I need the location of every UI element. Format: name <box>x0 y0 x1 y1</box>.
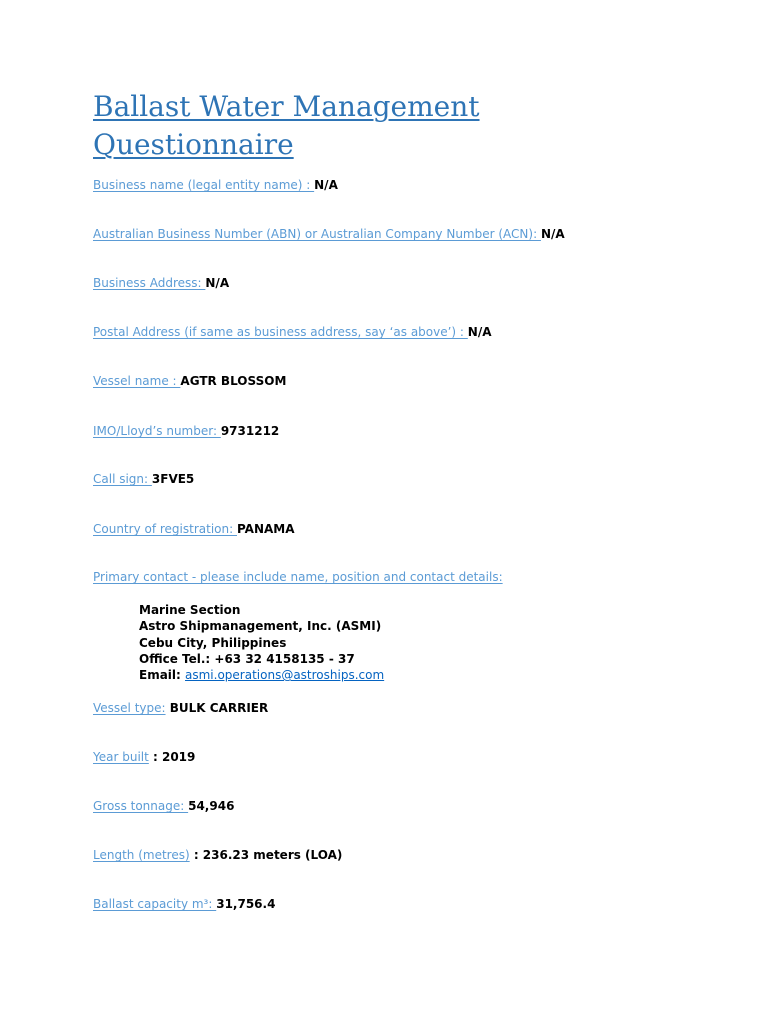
field-country-registration <box>93 521 295 537</box>
field-value: N/A <box>314 178 338 192</box>
field-call-sign <box>93 471 194 487</box>
field-label: Business Address: <box>93 276 206 290</box>
field-label: Year built <box>93 750 149 764</box>
field-label: Ballast capacity m³: <box>93 897 217 911</box>
contact-email-link[interactable]: asmi.operations@astroships.com <box>185 668 385 683</box>
field-business-name <box>93 177 338 193</box>
field-vessel-type <box>93 700 268 716</box>
field-business-address <box>93 275 229 291</box>
field-value: 9731212 <box>220 424 280 438</box>
field-value: PANAMA <box>236 522 295 536</box>
field-label: IMO/Lloyd’s number: <box>93 424 221 438</box>
field-label: Gross tonnage: <box>93 799 189 813</box>
field-label: Postal Address (if same as business address, say ‘as above’) : <box>93 325 468 339</box>
field-year-built <box>93 749 195 765</box>
field-value: 31,756.4 <box>216 897 276 911</box>
field-label: Primary contact - please include name, position and contact details: <box>93 570 503 584</box>
document-title: Ballast Water Management Questionnaire <box>93 90 480 161</box>
contact-email-label: Email: <box>139 668 186 683</box>
field-imo-number <box>93 423 279 439</box>
contact-company: Astro Shipmanagement, Inc. (ASMI) <box>139 619 382 634</box>
field-length <box>93 847 342 863</box>
field-postal-address <box>93 324 492 340</box>
contact-email-line <box>139 667 384 683</box>
field-value: : 2019 <box>148 750 196 764</box>
field-label: Length (metres) <box>93 848 190 862</box>
field-value: N/A <box>467 325 492 339</box>
contact-block <box>139 602 384 683</box>
contact-section: Marine Section <box>139 603 241 617</box>
field-vessel-name <box>93 373 286 389</box>
field-value: AGTR BLOSSOM <box>180 374 287 388</box>
field-ballast-capacity <box>93 896 275 912</box>
field-gross-tonnage <box>93 798 234 814</box>
field-label: Call sign: <box>93 472 152 486</box>
field-abn-acn <box>93 226 565 242</box>
field-value: 3FVE5 <box>151 472 195 486</box>
contact-city: Cebu City, Philippines <box>139 635 287 650</box>
field-label: Country of registration: <box>93 522 237 536</box>
field-value: 54,946 <box>188 799 235 813</box>
field-label: Vessel name : <box>93 374 181 388</box>
field-primary-contact <box>93 569 503 585</box>
field-label: Australian Business Number (ABN) or Australian Company Number (ACN): <box>93 227 541 241</box>
field-label: Business name (legal entity name) : <box>93 178 315 192</box>
field-value: BULK CARRIER <box>165 701 269 715</box>
contact-phone: Office Tel.: +63 32 4158135 - 37 <box>139 651 355 666</box>
field-value: : 236.23 meters (LOA) <box>189 848 343 862</box>
field-value: N/A <box>540 227 565 241</box>
field-label: Vessel type: <box>93 701 166 715</box>
field-value: N/A <box>205 276 230 290</box>
